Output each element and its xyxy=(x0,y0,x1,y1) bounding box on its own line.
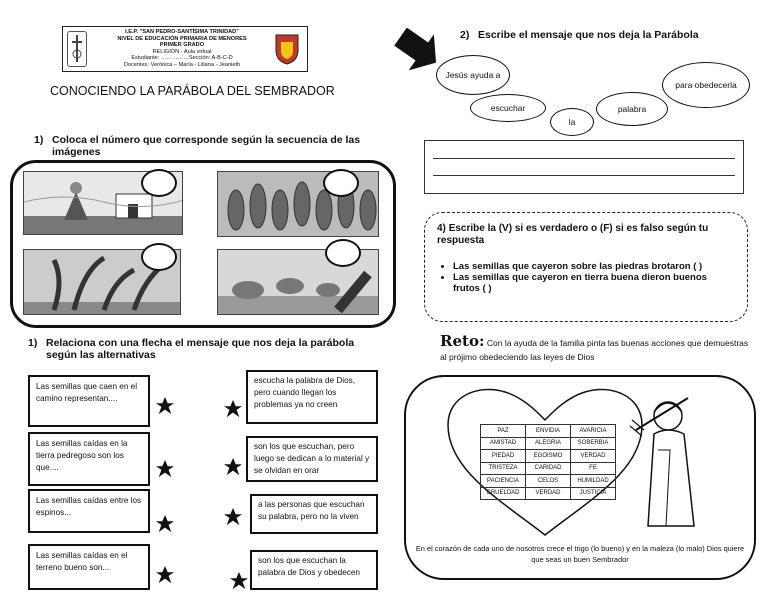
star-icon xyxy=(224,400,242,418)
true-false-box xyxy=(424,212,748,322)
star-icon xyxy=(156,460,174,478)
image-sequence-box xyxy=(10,160,396,328)
school-subject: RELIGIÓN - Aula virtual xyxy=(152,48,212,55)
word-oval-escuchar: escuchar xyxy=(470,94,546,122)
value-cell[interactable]: HUMILDAD xyxy=(571,475,616,488)
value-cell[interactable]: ALEGRIA xyxy=(526,437,571,450)
value-cell[interactable]: CELOS xyxy=(526,475,571,488)
school-grade: PRIMER GRADO xyxy=(159,42,205,49)
left-item-3: Las semillas caídas entre los espinos... xyxy=(28,489,150,533)
word-oval-la: la xyxy=(550,108,594,136)
tf-item-2: • Las semillas que cayeron en tierra buena dieron buenos frutos ( ) xyxy=(453,272,729,294)
right-item-2: son los que escuchan, pero luego se dedican a lo material y se olvidan en orar xyxy=(246,436,378,482)
q1-text: Coloca el número que corresponde según la secuencia de las imágenes xyxy=(52,134,361,158)
value-cell[interactable]: CRUELDAD xyxy=(481,487,526,500)
q2-number: 2) xyxy=(460,29,470,41)
school-level: NIVEL DE EDUCACIÓN PRIMARIA DE MENORES xyxy=(117,35,247,42)
school-name: I.E.P. "SAN PEDRO-SANTÍSIMA TRINIDAD" xyxy=(125,29,239,35)
reto-label: Reto: xyxy=(440,332,485,350)
school-header xyxy=(62,26,308,72)
right-item-1: escucha la palabra de Dios, pero cuando llegan los problemas ya no creen xyxy=(246,370,378,424)
answer-circle-4[interactable] xyxy=(325,239,361,267)
tf-item-1: • Las semillas que cayeron sobre las piedras brotaron ( ) xyxy=(453,261,729,272)
star-icon xyxy=(224,458,242,476)
values-table xyxy=(480,424,616,500)
school-shield-icon xyxy=(273,32,301,66)
value-cell[interactable]: EGOISMO xyxy=(526,450,571,463)
left-item-4: Las semillas caídas en el terreno bueno son... xyxy=(28,544,150,590)
q4-text: Escribe la (V) si es verdadero o (F) si es falso según tu respuesta xyxy=(437,223,709,246)
answer-circle-1[interactable] xyxy=(141,169,177,197)
star-icon xyxy=(156,515,174,533)
value-cell[interactable]: SOBERBIA xyxy=(571,437,616,450)
reto-paragraph xyxy=(440,334,750,364)
reto-text: Con la ayuda de la familia pinta las buenas acciones que demuestras al prójimo obedeciendo las leyes de Dios xyxy=(440,338,749,362)
left-item-2: Las semillas caídas en la tierra pedregoso son los que.... xyxy=(28,432,150,486)
answer-circle-2[interactable] xyxy=(323,169,359,197)
star-icon xyxy=(156,566,174,584)
value-cell[interactable]: FE xyxy=(571,462,616,475)
value-cell[interactable]: PAZ xyxy=(481,425,526,438)
school-logo-left xyxy=(67,31,87,67)
arrow-icon xyxy=(394,28,442,74)
star-icon xyxy=(224,508,242,526)
value-cell[interactable]: ENVIDIA xyxy=(526,425,571,438)
value-cell[interactable]: TRISTEZA xyxy=(481,462,526,475)
star-icon xyxy=(156,397,174,415)
value-cell[interactable]: CARIDAD xyxy=(526,462,571,475)
value-cell[interactable]: VERDAD xyxy=(571,450,616,463)
teachers-line: Docentes: Verónica – María - Liliana - Jeanieth xyxy=(123,61,241,68)
value-cell[interactable]: AMISTAD xyxy=(481,437,526,450)
q1b-text: Relaciona con una flecha el mensaje que nos deja la parábola según las alternativas xyxy=(46,337,355,361)
q2-text: Escribe el mensaje que nos deja la Parábola xyxy=(478,29,699,41)
answer-circle-3[interactable] xyxy=(141,243,177,271)
page-title: CONOCIENDO LA PARÁBOLA DEL SEMBRADOR xyxy=(50,84,335,98)
value-cell[interactable]: VERDAD xyxy=(526,487,571,500)
value-cell[interactable]: PACIENCIA xyxy=(481,475,526,488)
sower-figure-icon xyxy=(628,390,724,528)
q1-number: 1) xyxy=(34,134,44,146)
value-cell[interactable]: PIEDAD xyxy=(481,450,526,463)
q1b-number: 1) xyxy=(28,337,38,349)
value-cell[interactable]: AVARICIA xyxy=(571,425,616,438)
word-oval-palabra: palabra xyxy=(596,92,668,126)
star-icon xyxy=(230,572,248,590)
left-item-1: Las semillas que caen en el camino representan.... xyxy=(28,375,150,427)
word-oval-jesus: Jesús ayuda a xyxy=(436,55,510,95)
word-oval-para: para obedecerla xyxy=(662,62,750,108)
closing-text: En el corazón de cada uno de nosotros crece el trigo (lo bueno) y en la maleza (lo malo) Dios quiere que seas un buen Sembrador xyxy=(415,544,745,564)
right-item-4: son los que escuchan la palabra de Dios y obedecen xyxy=(250,550,378,590)
q4-number: 4) xyxy=(437,223,446,234)
right-item-3: a las personas que escuchan su palabra, pero no la viven xyxy=(250,494,378,534)
value-cell[interactable]: JUSTICIA xyxy=(571,487,616,500)
student-line: Estudiante: ……………Sección: A-B-C-D xyxy=(131,55,233,62)
answer-lines-box[interactable] xyxy=(424,140,744,194)
